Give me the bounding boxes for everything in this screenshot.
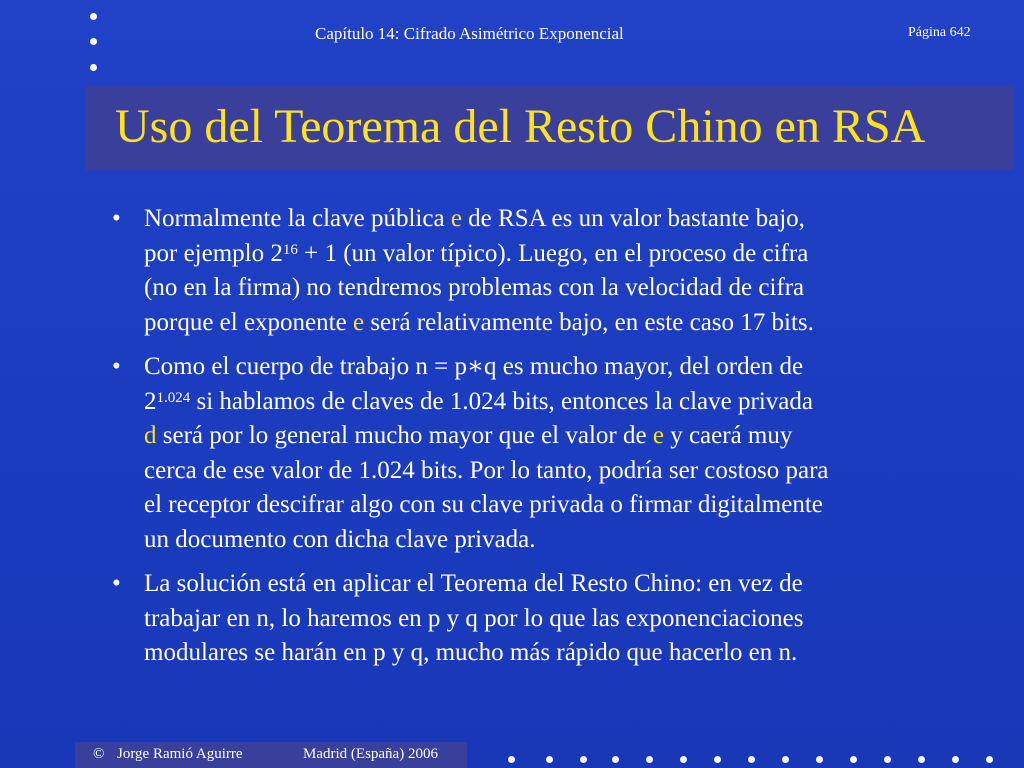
decor-dot	[90, 38, 97, 45]
bullet-list	[112, 202, 992, 681]
bullet-marker: •	[112, 205, 121, 232]
decor-dot	[508, 756, 515, 763]
highlight-e: e	[352, 308, 365, 336]
decor-dot	[546, 756, 553, 763]
decor-dot	[850, 756, 857, 763]
text-line: $2^{1.024}$ si hablamos de claves de 1.024 bits, entonces la clave privada	[144, 387, 813, 415]
text-line: el receptor descifrar algo con su clave privada o firmar digitalmente	[144, 491, 823, 518]
decor-dot	[782, 756, 789, 763]
footer-author: Jorge Ramió Aguirre	[117, 746, 243, 762]
text-line: un documento con dicha clave privada.	[144, 525, 536, 553]
decor-dot	[90, 64, 97, 71]
bullet-marker: •	[112, 570, 121, 597]
decor-dot	[612, 756, 619, 763]
text-line: trabajar en n, lo haremos en p y q por lo que las exponenciaciones	[144, 604, 804, 632]
text-line: Normalmente la clave pública e de RSA es un valor bastante bajo,	[144, 205, 805, 232]
decor-dot	[714, 756, 721, 763]
decor-dot	[918, 756, 925, 763]
exponent: 1.024	[156, 389, 191, 406]
decor-dot	[680, 756, 687, 763]
text-line: (no en la firma) no tendremos problemas con la velocidad de cifra	[144, 274, 805, 301]
copyright-icon: ©	[93, 746, 105, 762]
text-line: porque el exponente e será relativamente bajo, en este caso 17 bits.	[144, 308, 814, 336]
bullet-marker: •	[112, 353, 121, 380]
decor-dot	[986, 756, 993, 763]
highlight-e: e	[652, 422, 664, 449]
footer-bar	[75, 742, 467, 768]
decor-dot	[748, 756, 755, 763]
text-line: cerca de ese valor de 1.024 bits. Por lo tanto, podría ser costoso para	[144, 456, 829, 484]
title-bar	[85, 86, 1014, 170]
decor-dot	[952, 756, 959, 763]
highlight-e: e	[450, 205, 462, 232]
bullet-item	[112, 567, 992, 671]
text-line: La solución está en aplicar el Teorema del Resto Chino: en vez de	[144, 570, 803, 597]
decor-dot	[884, 756, 891, 763]
slide-title: Uso del Teorema del Resto Chino en RSA	[115, 100, 926, 153]
chapter-title: Capítulo 14: Cifrado Asimétrico Exponencial	[315, 24, 624, 43]
page-number: Página 642	[908, 25, 971, 40]
decor-dot	[646, 756, 653, 763]
bullet-item	[112, 350, 992, 557]
decor-dot	[90, 13, 97, 20]
exponent: 16	[282, 241, 298, 258]
decor-dot	[580, 756, 587, 763]
bullet-item	[112, 202, 992, 340]
highlight-d: d	[144, 422, 157, 449]
decor-dot	[816, 756, 823, 763]
text-line: d será por lo general mucho mayor que el valor de e y caerá muy	[144, 422, 793, 449]
text-line: Como el cuerpo de trabajo n = p∗q es mucho mayor, del orden de	[144, 353, 804, 380]
text-line: por ejemplo $2^{16} + 1$ (un valor típico). Luego, en el proceso de cifra	[144, 239, 809, 267]
footer-place: Madrid (España) 2006	[303, 746, 438, 762]
text-line: modulares se harán en p y q, mucho más rápido que hacerlo en n.	[144, 639, 798, 666]
